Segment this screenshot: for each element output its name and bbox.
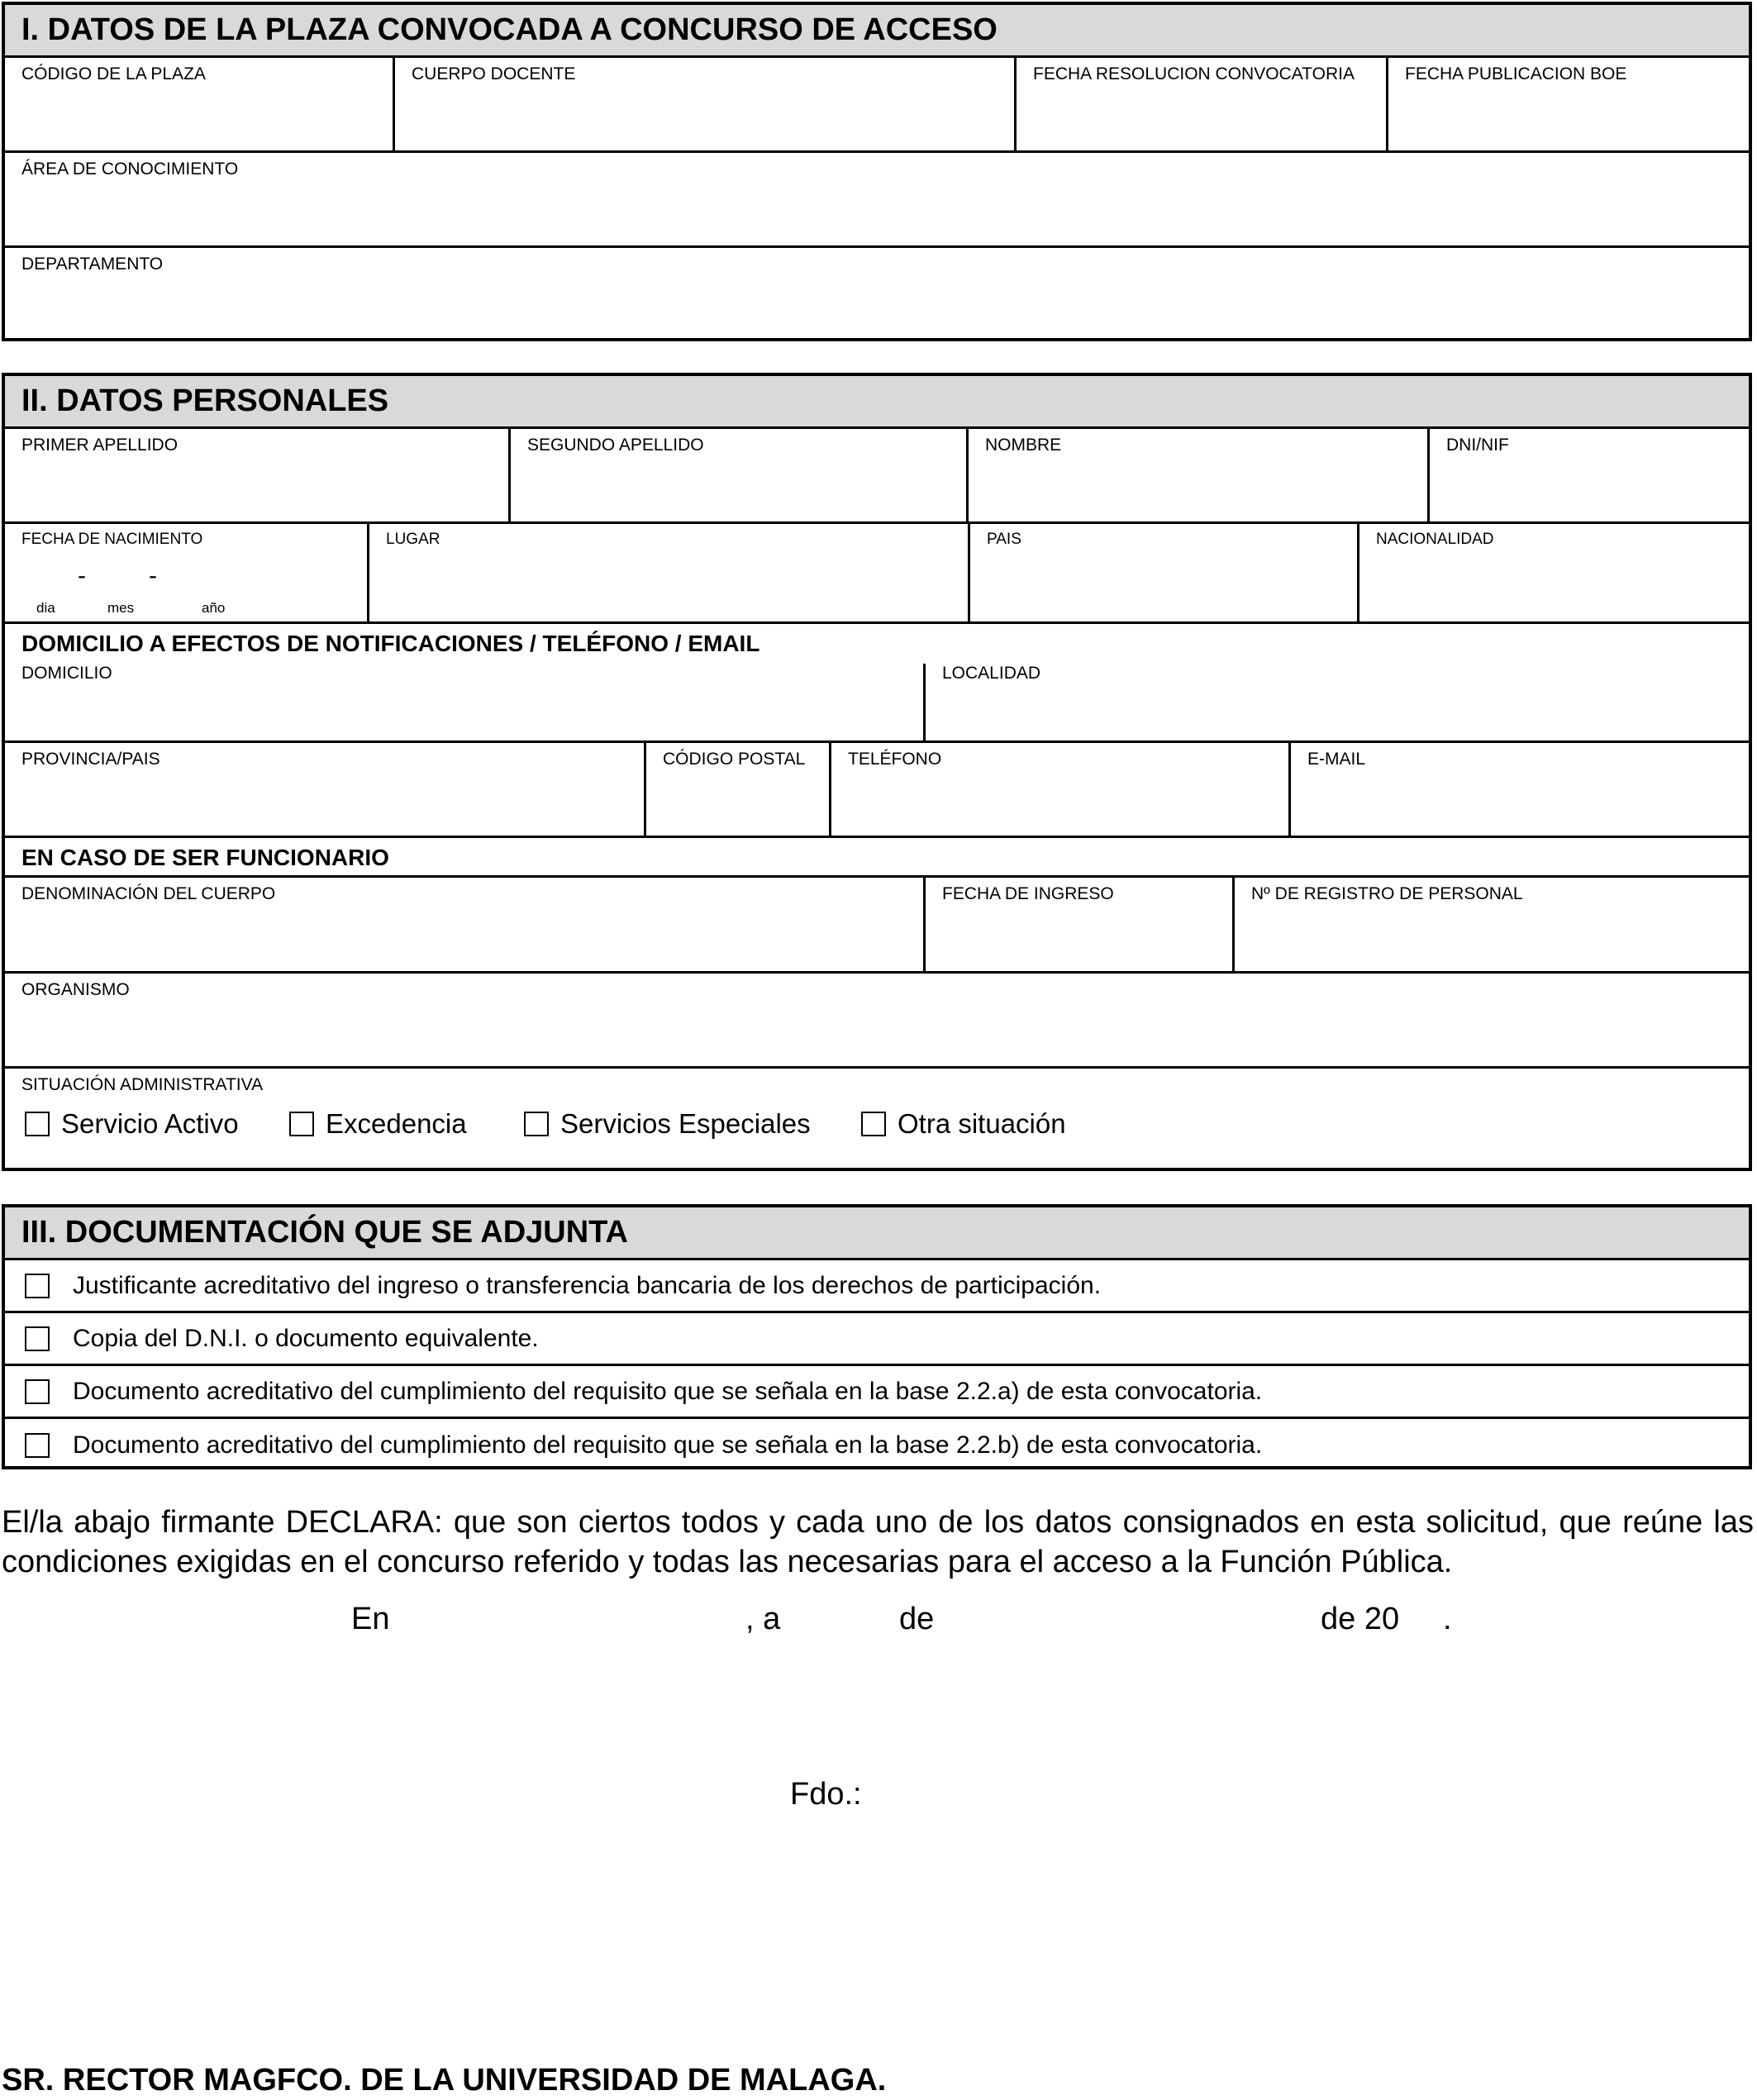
place-de20: de 20 <box>1321 1602 1400 1636</box>
option-label: Excedencia <box>326 1108 467 1139</box>
section-personal-title: II. DATOS PERSONALES <box>5 376 1749 429</box>
field-label: PAIS <box>987 531 1021 548</box>
field-label: FECHA DE INGRESO <box>942 884 1114 903</box>
field-lugar[interactable] <box>369 524 970 621</box>
checkbox[interactable] <box>861 1112 886 1136</box>
field-denominacion[interactable] <box>5 878 926 971</box>
field-label: ORGANISMO <box>21 980 130 999</box>
field-label: CÓDIGO POSTAL <box>663 750 806 769</box>
field-label: CÓDIGO DE LA PLAZA <box>21 64 206 83</box>
field-area[interactable] <box>5 153 1749 245</box>
field-label: E-MAIL <box>1307 750 1366 769</box>
field-label: ÁREA DE CONOCIMIENTO <box>21 160 239 179</box>
field-label: FECHA RESOLUCION CONVOCATORIA <box>1033 64 1355 83</box>
doc-item[interactable] <box>5 1313 1749 1366</box>
section-plaza-title: I. DATOS DE LA PLAZA CONVOCADA A CONCURSO DE ACCESO <box>5 5 1749 58</box>
field-telefono[interactable] <box>831 743 1291 836</box>
section-documentacion-title: III. DOCUMENTACIÓN QUE SE ADJUNTA <box>5 1207 1749 1260</box>
field-situacion <box>5 1069 1749 1157</box>
field-label: PROVINCIA/PAIS <box>21 750 160 769</box>
doc-item-label: Justificante acreditativo del ingreso o transferencia bancaria de los derechos de participación. <box>73 1271 1102 1299</box>
doc-item-label: Documento acreditativo del cumplimiento del requisito que se señala en la base 2.2.b) de esta convocatoria. <box>73 1431 1263 1459</box>
doc-item-label: Copia del D.N.I. o documento equivalente. <box>73 1324 539 1352</box>
field-dni[interactable] <box>1430 429 1749 521</box>
place-de: de <box>899 1602 935 1636</box>
field-organismo[interactable] <box>5 974 1749 1066</box>
field-domicilio[interactable] <box>5 664 926 740</box>
field-codigo-plaza[interactable] <box>5 58 395 150</box>
field-label: DENOMINACIÓN DEL CUERPO <box>21 884 276 903</box>
checkbox[interactable] <box>25 1379 50 1404</box>
checkbox[interactable] <box>25 1433 50 1458</box>
field-label: DOMICILIO <box>21 664 112 683</box>
option-servicios-especiales[interactable] <box>524 1108 811 1140</box>
field-departamento[interactable] <box>5 248 1749 338</box>
checkbox[interactable] <box>25 1274 50 1298</box>
doc-item[interactable] <box>5 1366 1749 1419</box>
field-label: NACIONALIDAD <box>1376 531 1494 548</box>
field-cuerpo-docente[interactable] <box>395 58 1017 150</box>
option-servicio-activo[interactable] <box>25 1108 239 1140</box>
field-label: TELÉFONO <box>848 750 942 769</box>
doc-item-label: Documento acreditativo del cumplimiento del requisito que se señala en la base 2.2.a) de esta convocatoria. <box>73 1377 1263 1405</box>
signature-label: Fdo.: <box>790 1777 862 1812</box>
date-dash-1: - <box>78 562 86 589</box>
funcionario-heading: EN CASO DE SER FUNCIONARIO <box>5 838 1749 878</box>
date-dash-2: - <box>149 562 157 589</box>
section-personal <box>2 373 1752 1171</box>
field-fecha-nacimiento[interactable] <box>5 524 369 621</box>
declaration-text: El/la abajo firmante DECLARA: que son ciertos todos y cada uno de los datos consignados en esta solicitud, que reúne las condiciones exigidas en el concurso referido y todas las necesarias para el acceso a la Función Pública. <box>2 1505 1754 1579</box>
field-label: Nº DE REGISTRO DE PERSONAL <box>1251 884 1523 903</box>
field-label: DNI/NIF <box>1446 436 1509 455</box>
field-nombre[interactable] <box>969 429 1430 521</box>
field-fecha-resolucion[interactable] <box>1017 58 1388 150</box>
option-label: Servicio Activo <box>61 1108 239 1139</box>
field-fecha-ingreso[interactable] <box>926 878 1235 971</box>
field-label: NOMBRE <box>985 436 1062 455</box>
place-dot: . <box>1443 1602 1452 1636</box>
checkbox[interactable] <box>524 1112 549 1136</box>
field-localidad[interactable] <box>926 664 1749 740</box>
field-label: CUERPO DOCENTE <box>412 64 576 83</box>
field-label: FECHA DE NACIMIENTO <box>21 531 203 548</box>
field-label: LOCALIDAD <box>942 664 1041 683</box>
option-label: Otra situación <box>898 1108 1066 1139</box>
doc-item[interactable] <box>5 1260 1749 1313</box>
doc-item[interactable] <box>5 1419 1749 1472</box>
option-otra-situacion[interactable] <box>861 1108 1066 1140</box>
section-documentacion <box>2 1204 1752 1469</box>
addressee: SR. RECTOR MAGFCO. DE LA UNIVERSIDAD DE MALAGA. <box>2 2063 887 2098</box>
field-primer-apellido[interactable] <box>5 429 511 521</box>
domicilio-heading: DOMICILIO A EFECTOS DE NOTIFICACIONES / TELÉFONO / EMAIL <box>21 631 760 656</box>
field-registro[interactable] <box>1235 878 1749 971</box>
field-codigo-postal[interactable] <box>646 743 831 836</box>
field-segundo-apellido[interactable] <box>511 429 969 521</box>
checkbox[interactable] <box>25 1326 50 1351</box>
field-label: DEPARTAMENTO <box>21 255 164 274</box>
field-provincia[interactable] <box>5 743 646 836</box>
date-label-anio: año <box>202 600 226 616</box>
option-label: Servicios Especiales <box>560 1108 811 1139</box>
checkbox[interactable] <box>289 1112 314 1136</box>
field-nacionalidad[interactable] <box>1359 524 1749 621</box>
section-plaza <box>2 2 1752 341</box>
field-label: SITUACIÓN ADMINISTRATIVA <box>21 1075 264 1094</box>
field-fecha-publicacion[interactable] <box>1388 58 1749 150</box>
field-label: PRIMER APELLIDO <box>21 436 179 455</box>
date-label-mes: mes <box>107 600 135 616</box>
place-a: , a <box>745 1602 781 1636</box>
field-label: LUGAR <box>386 531 440 548</box>
option-excedencia[interactable] <box>289 1108 467 1140</box>
checkbox[interactable] <box>25 1112 50 1136</box>
date-label-dia: dia <box>36 600 55 616</box>
field-label: FECHA PUBLICACION BOE <box>1405 64 1627 83</box>
field-email[interactable] <box>1291 743 1749 836</box>
field-label: SEGUNDO APELLIDO <box>527 436 704 455</box>
field-pais[interactable] <box>970 524 1359 621</box>
place-en: En <box>351 1602 390 1636</box>
